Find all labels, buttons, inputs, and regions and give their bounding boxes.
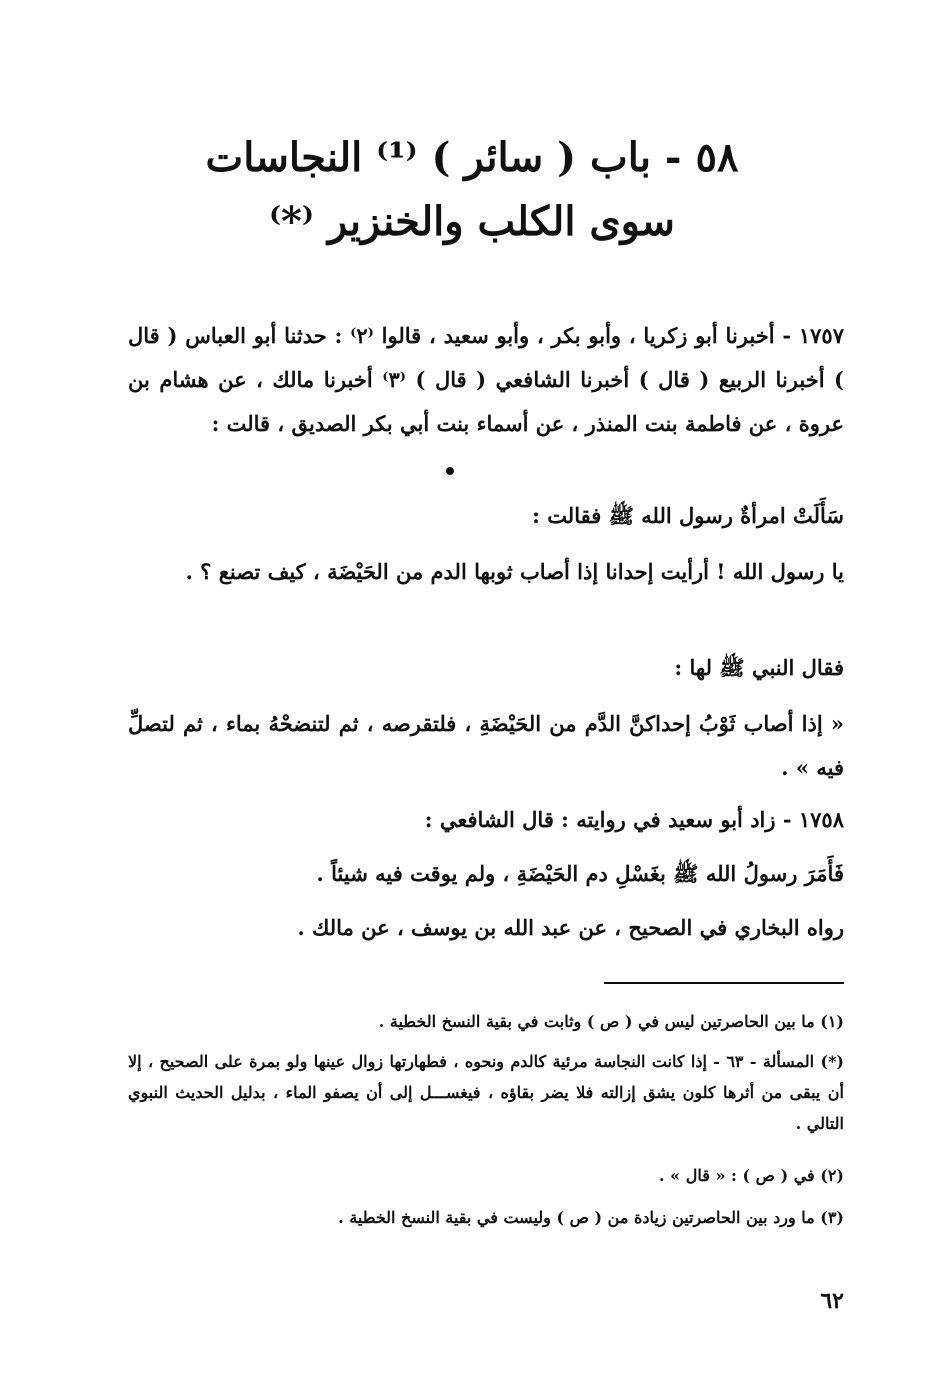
- footnote-1: (١) ما بين الحاصرتين ليس في ( ص ) وثابت في بقية النسخ الخطية .: [378, 1012, 844, 1031]
- hadith-1758-source: رواه البخاري في الصحيح ، عن عبد الله بن يوسف ، عن مالك .: [297, 915, 844, 940]
- hadith-1758-text: فَأَمَرَ رسولُ الله ﷺ بغَسْلِ دم الحَيْضَةِ ، ولم يوقت فيه شيئاً .: [316, 861, 844, 886]
- hadith-1757-isnad: ١٧٥٧ - أخبرنا أبو زكريا ، وأبو بكر ، وأبو سعيد ، قالوا ⁽٢⁾ : حدثنا أبو العباس ( قال ) أخبرنا الربيع ( قال ) أخبرنا الشافعي ( قال ) ⁽٣⁾ أخبرنا مالك ، عن هشام بن عروة ، عن فاطمة بنت المنذر ، عن أسماء بنت أبي بكر الصديق ، قالت :: [128, 323, 844, 436]
- footnote-star: (*) المسألة - ٦٣ - إذا كانت النجاسة مرئية كالدم ونحوه ، فطهارتها زوال عينها ولو بمرة على الصحيح ، إلا أن يبقى من أثرها كلون يشق إزالته فلا يضر بقاؤه ، فيغســـل إلى أن يصفو الماء ، بدليل الحديث النبوي التالي .: [128, 1052, 845, 1133]
- hadith-1757-answer-intro: فقال النبي ﷺ لها :: [674, 655, 844, 680]
- footnote-separator: [604, 982, 844, 984]
- ink-dot: [446, 467, 454, 475]
- footnote-3: (٣) ما ورد بين الحاصرتين زيادة من ( ص ) وليست في بقية النسخ الخطية .: [338, 1208, 844, 1227]
- hadith-1757-question: يا رسول الله ! أرأيت إحدانا إذا أصاب ثوبها الدم من الحَيْضَة ، كيف تصنع ؟ .: [185, 559, 844, 584]
- hadith-1758-intro: ١٧٥٨ - زاد أبو سعيد في روايته : قال الشافعي :: [424, 807, 844, 832]
- hadith-1757-answer: « إذا أصاب ثَوْبُ إحداكنَّ الدَّم من الحَيْضَةِ ، فلتقرصه ، ثم لتنضحْهُ بماء ، ثم لتصلِّ فيه » .: [128, 711, 844, 780]
- hadith-1757-question-intro: سَأَلَتْ امرأةٌ رسول الله ﷺ فقالت :: [532, 503, 844, 528]
- footnote-2: (٢) في ( ص ) : « قال » .: [659, 1166, 844, 1185]
- chapter-title-line1: ٥٨ - باب ( سائر ) ⁽¹⁾ النجاسات: [205, 134, 739, 181]
- chapter-title-line2: سوى الكلب والخنزير ⁽*⁾: [269, 198, 675, 245]
- page-number: ٦٢: [820, 1288, 844, 1314]
